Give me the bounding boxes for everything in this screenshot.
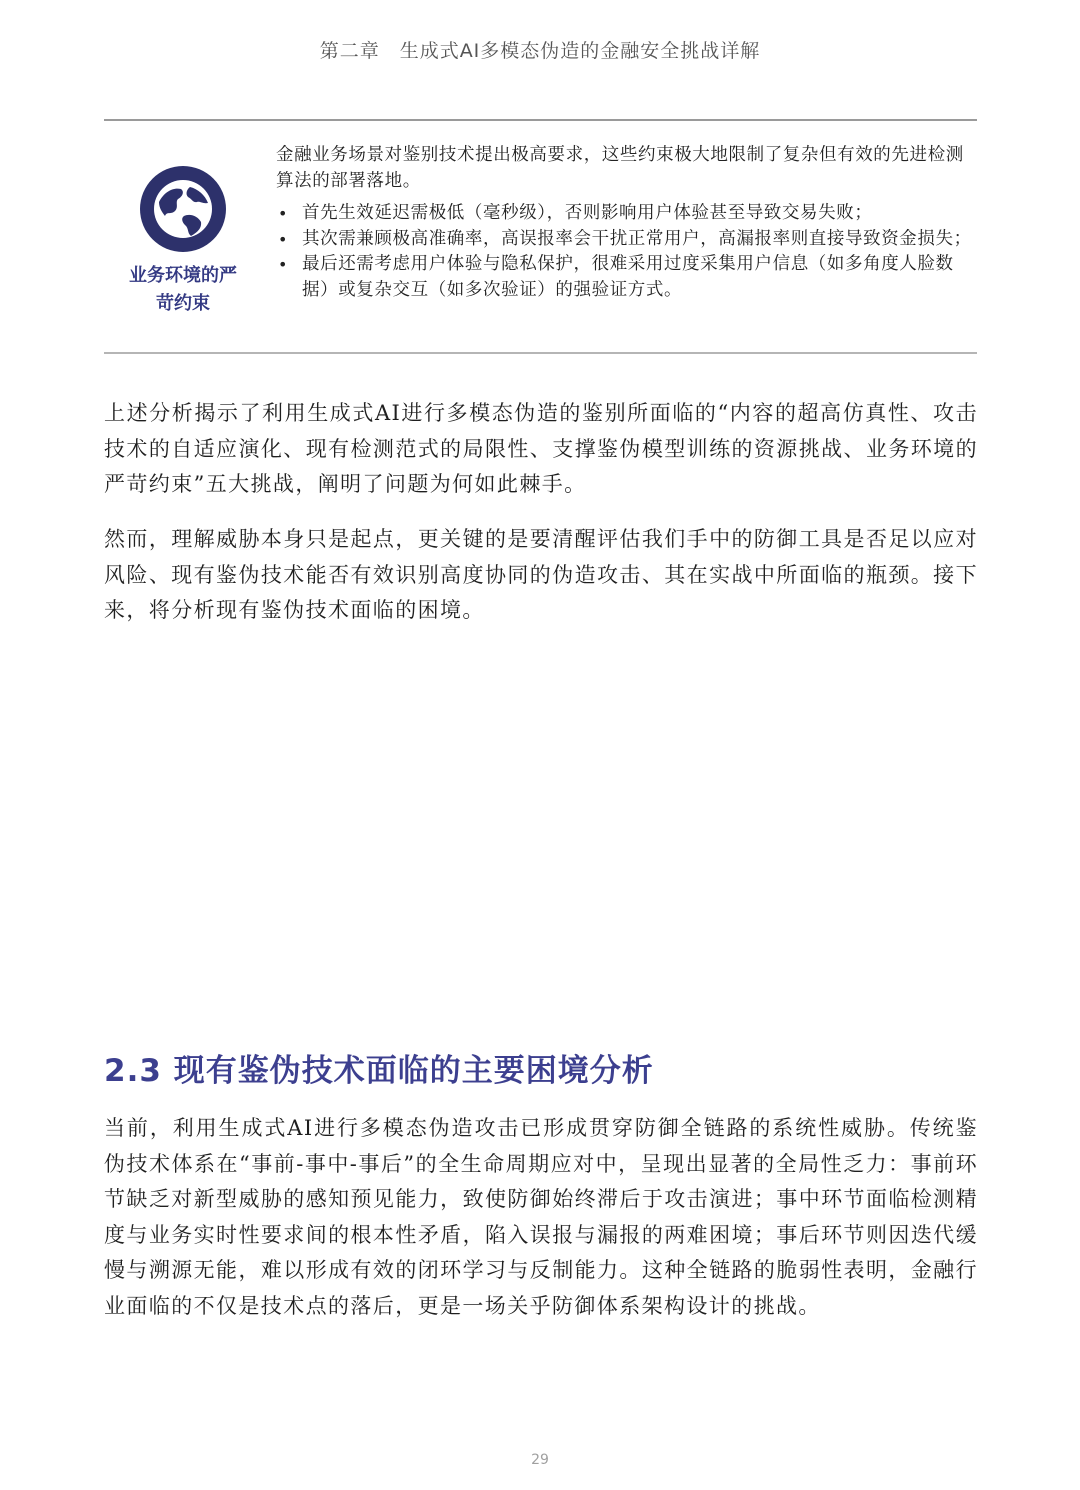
globe-icon — [140, 166, 226, 252]
callout-bullet-item: • 其次需兼顾极高准确率，高误报率会干扰正常用户，高漏报率则直接导致资金损失； — [276, 227, 976, 253]
callout-bullet-item: • 首先生效延迟需极低（毫秒级），否则影响用户体验甚至导致交易失败； — [276, 201, 976, 227]
callout-body — [276, 143, 976, 304]
callout-top-divider — [104, 119, 977, 121]
chapter-header: 第二章 生成式AI多模态伪造的金融安全挑战详解 — [319, 40, 761, 62]
section-heading: 2.3 现有鉴伪技术面临的主要困境分析 — [104, 1053, 654, 1089]
page-number: 29 — [531, 1452, 549, 1468]
callout-bullet-item: • 最后还需考虑用户体验与隐私保护，很难采用过度采集用户信息（如多角度人脸数据）或复杂交互（如多次验证）的强验证方式。 — [276, 252, 976, 303]
summary-paragraph: 上述分析揭示了利用生成式AI进行多模态伪造的鉴别所面临的“内容的超高仿真性、攻击技术的自适应演化、现有检测范式的局限性、支撑鉴伪模型训练的资源挑战、业务环境的严苛约束”五大挑战，阐明了问题为何如此棘手。 — [104, 401, 978, 496]
callout-title-line-2: 苛约束 — [156, 293, 210, 314]
callout-bullet-list — [276, 201, 976, 303]
section-paragraph: 当前，利用生成式AI进行多模态伪造攻击已形成贯穿防御全链路的系统性威胁。传统鉴伪技术体系在“事前-事中-事后”的全生命周期应对中，呈现出显著的全局性乏力：事前环节缺乏对新型威胁的感知预见能力，致使防御始终滞后于攻击演进；事中环节面临检测精度与业务实时性要求间的根本性矛盾，陷入误报与漏报的两难困境；事后环节则因迭代缓慢与溯源无能，难以形成有效的闭环学习与反制能力。这种全链路的脆弱性表明，金融行业面临的不仅是技术点的落后，更是一场关乎防御体系架构设计的挑战。 — [104, 1116, 978, 1318]
callout-bottom-divider — [104, 352, 977, 354]
callout-title — [110, 262, 256, 318]
transition-paragraph: 然而，理解威胁本身只是起点，更关键的是要清醒评估我们手中的防御工具是否足以应对风险、现有鉴伪技术能否有效识别高度协同的伪造攻击、其在实战中所面临的瓶颈。接下来，将分析现有鉴伪技术面临的困境。 — [104, 527, 978, 622]
callout-title-line-1: 业务环境的严 — [129, 265, 237, 286]
callout-intro: 金融业务场景对鉴别技术提出极高要求，这些约束极大地限制了复杂但有效的先进检测算法的部署落地。 — [276, 145, 964, 191]
